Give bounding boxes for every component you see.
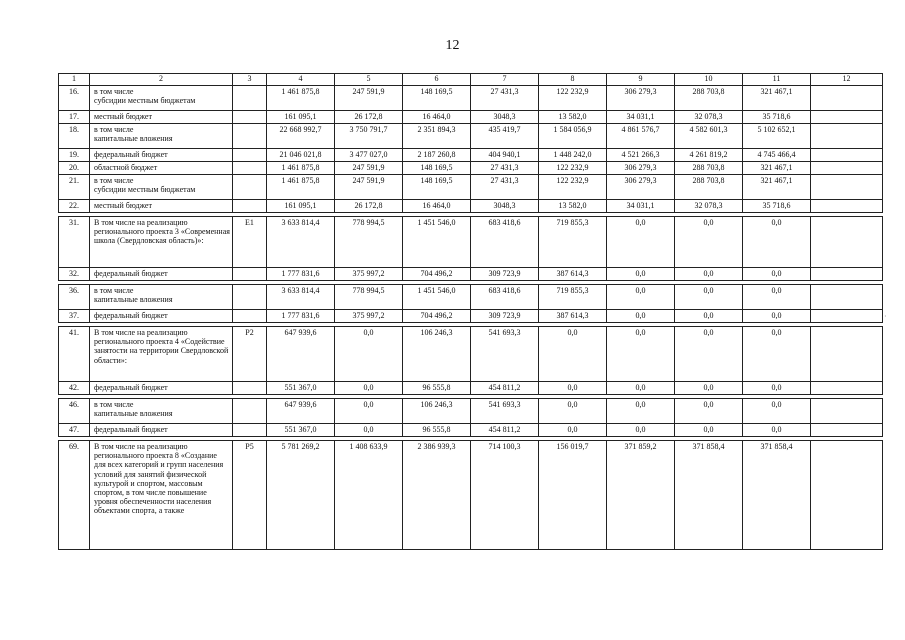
value-cell: 148 169,5 (403, 86, 471, 111)
value-cell: 3 477 027,0 (335, 149, 403, 162)
row-label-cell: местный бюджет (90, 200, 233, 213)
value-cell: 306 279,3 (607, 175, 675, 200)
value-cell: 778 994,5 (335, 285, 403, 310)
row-number-cell: 37. (59, 310, 90, 323)
table-row (59, 124, 883, 149)
value-cell: 404 940,1 (471, 149, 539, 162)
value-cell: 156 019,7 (539, 441, 607, 550)
value-cell: 1 584 056,9 (539, 124, 607, 149)
value-cell: 0,0 (743, 327, 811, 382)
row-code-cell (233, 111, 267, 124)
row-code-cell (233, 424, 267, 437)
value-cell: 0,0 (743, 399, 811, 424)
table-row (59, 268, 883, 281)
row-code-cell (233, 162, 267, 175)
value-cell: 551 367,0 (267, 424, 335, 437)
value-cell: 148 169,5 (403, 175, 471, 200)
value-cell: 2 351 894,3 (403, 124, 471, 149)
column-header: 4 (267, 74, 335, 86)
row-number-cell: 22. (59, 200, 90, 213)
value-cell: 778 994,5 (335, 217, 403, 268)
value-cell: 387 614,3 (539, 310, 607, 323)
row-label-cell: В том числе на реализацию регионального проекта 8 «Создание для всех категорий и групп населения условий для занятий физической культурой и спортом, массовым спортом, в том числе повышение уровня обеспеченности населения объектами спорта, а также (90, 441, 233, 550)
column-header: 2 (90, 74, 233, 86)
row-code-cell (233, 382, 267, 395)
value-cell: 35 718,6 (743, 200, 811, 213)
value-cell: 1 451 546,0 (403, 285, 471, 310)
row-label-cell: федеральный бюджет (90, 268, 233, 281)
value-cell: 309 723,9 (471, 310, 539, 323)
value-cell: 0,0 (539, 399, 607, 424)
row-code-cell (233, 268, 267, 281)
value-cell: 454 811,2 (471, 424, 539, 437)
row-code-cell (233, 86, 267, 111)
value-cell: 551 367,0 (267, 382, 335, 395)
value-cell: 0,0 (607, 424, 675, 437)
value-cell: 1 777 831,6 (267, 310, 335, 323)
value-cell: 371 858,4 (743, 441, 811, 550)
value-cell: 683 418,6 (471, 285, 539, 310)
table-row (59, 175, 883, 200)
value-cell: 704 496,2 (403, 268, 471, 281)
value-cell: 1 448 242,0 (539, 149, 607, 162)
value-cell: 27 431,3 (471, 86, 539, 111)
row-label-cell: В том числе на реализацию регионального проекта 4 «Содействие занятости на территории Свердловской области»: (90, 327, 233, 382)
value-cell: 0,0 (335, 382, 403, 395)
value-cell: 0,0 (675, 217, 743, 268)
value-cell: 0,0 (607, 268, 675, 281)
column-header: 3 (233, 74, 267, 86)
table-row (59, 149, 883, 162)
value-cell: 454 811,2 (471, 382, 539, 395)
value-cell: 375 997,2 (335, 268, 403, 281)
value-cell: 148 169,5 (403, 162, 471, 175)
value-cell: 27 431,3 (471, 162, 539, 175)
value-cell (811, 268, 883, 281)
value-cell: 0,0 (743, 268, 811, 281)
row-label-cell: в том числе капитальные вложения (90, 285, 233, 310)
value-cell: 3048,3 (471, 111, 539, 124)
value-cell: 247 591,9 (335, 162, 403, 175)
budget-table (58, 73, 883, 550)
value-cell: 4 745 466,4 (743, 149, 811, 162)
value-cell: 541 693,3 (471, 399, 539, 424)
value-cell: 1 451 546,0 (403, 217, 471, 268)
value-cell: 27 431,3 (471, 175, 539, 200)
value-cell: 714 100,3 (471, 441, 539, 550)
value-cell: 32 078,3 (675, 111, 743, 124)
column-header: 12 (811, 74, 883, 86)
value-cell: 647 939,6 (267, 327, 335, 382)
value-cell: 106 246,3 (403, 327, 471, 382)
value-cell: 704 496,2 (403, 310, 471, 323)
value-cell: 247 591,9 (335, 175, 403, 200)
value-cell: 0,0 (743, 382, 811, 395)
table-row (59, 86, 883, 111)
table-row (59, 382, 883, 395)
value-cell: 0,0 (607, 327, 675, 382)
row-number-cell: 46. (59, 399, 90, 424)
value-cell: 321 467,1 (743, 175, 811, 200)
value-cell: 306 279,3 (607, 86, 675, 111)
table-row (59, 111, 883, 124)
value-cell: 0,0 (743, 217, 811, 268)
row-label-cell: федеральный бюджет (90, 310, 233, 323)
row-code-cell: E1 (233, 217, 267, 268)
value-cell: 0,0 (607, 217, 675, 268)
value-cell: 0,0 (607, 399, 675, 424)
row-label-cell: в том числе субсидии местным бюджетам (90, 86, 233, 111)
value-cell: 0,0 (675, 399, 743, 424)
row-code-cell (233, 124, 267, 149)
value-cell: 1 408 633,9 (335, 441, 403, 550)
table-row (59, 441, 883, 550)
table-body (59, 74, 883, 550)
row-number-cell: 69. (59, 441, 90, 550)
value-cell: 16 464,0 (403, 111, 471, 124)
value-cell (811, 124, 883, 149)
value-cell: 3 633 814,4 (267, 285, 335, 310)
value-cell (811, 285, 883, 310)
row-label-cell: В том числе на реализацию регионального проекта 3 «Современная школа (Свердловская область)»: (90, 217, 233, 268)
value-cell: 1 777 831,6 (267, 268, 335, 281)
value-cell: 161 095,1 (267, 111, 335, 124)
value-cell (811, 399, 883, 424)
value-cell: 106 246,3 (403, 399, 471, 424)
column-header: 7 (471, 74, 539, 86)
value-cell: 435 419,7 (471, 124, 539, 149)
value-cell: 122 232,9 (539, 86, 607, 111)
row-label-cell: федеральный бюджет (90, 382, 233, 395)
table-row (59, 285, 883, 310)
margin-mark: · (884, 312, 887, 321)
value-cell: 35 718,6 (743, 111, 811, 124)
value-cell: 719 855,3 (539, 285, 607, 310)
value-cell: 288 703,8 (675, 162, 743, 175)
value-cell: 4 582 601,3 (675, 124, 743, 149)
row-code-cell (233, 285, 267, 310)
table-row (59, 399, 883, 424)
table-row (59, 217, 883, 268)
value-cell (811, 217, 883, 268)
value-cell: 4 521 266,3 (607, 149, 675, 162)
value-cell: 0,0 (335, 424, 403, 437)
value-cell (811, 310, 883, 323)
value-cell: 0,0 (607, 382, 675, 395)
column-header: 1 (59, 74, 90, 86)
row-code-cell (233, 399, 267, 424)
value-cell: 375 997,2 (335, 310, 403, 323)
value-cell: 34 031,1 (607, 200, 675, 213)
value-cell: 3 633 814,4 (267, 217, 335, 268)
value-cell: 122 232,9 (539, 162, 607, 175)
value-cell: 96 555,8 (403, 382, 471, 395)
row-code-cell (233, 310, 267, 323)
value-cell: 387 614,3 (539, 268, 607, 281)
value-cell: 247 591,9 (335, 86, 403, 111)
value-cell: 288 703,8 (675, 175, 743, 200)
value-cell: 306 279,3 (607, 162, 675, 175)
value-cell: 34 031,1 (607, 111, 675, 124)
value-cell: 1 461 875,8 (267, 86, 335, 111)
row-number-cell: 17. (59, 111, 90, 124)
value-cell (811, 149, 883, 162)
value-cell: 0,0 (607, 285, 675, 310)
row-number-cell: 19. (59, 149, 90, 162)
value-cell: 0,0 (539, 327, 607, 382)
row-label-cell: в том числе субсидии местным бюджетам (90, 175, 233, 200)
value-cell: 0,0 (675, 327, 743, 382)
row-number-cell: 42. (59, 382, 90, 395)
value-cell: 0,0 (675, 310, 743, 323)
table-row (59, 200, 883, 213)
column-header: 11 (743, 74, 811, 86)
row-label-cell: в том числе капитальные вложения (90, 399, 233, 424)
value-cell (811, 111, 883, 124)
row-number-cell: 36. (59, 285, 90, 310)
value-cell: 0,0 (675, 268, 743, 281)
value-cell: 32 078,3 (675, 200, 743, 213)
value-cell: 0,0 (607, 310, 675, 323)
column-header-row (59, 74, 883, 86)
value-cell: 26 172,8 (335, 111, 403, 124)
row-code-cell (233, 175, 267, 200)
row-label-cell: в том числе капитальные вложения (90, 124, 233, 149)
table-row (59, 310, 883, 323)
value-cell: 0,0 (539, 424, 607, 437)
value-cell: 4 261 819,2 (675, 149, 743, 162)
column-header: 8 (539, 74, 607, 86)
value-cell: 371 858,4 (675, 441, 743, 550)
value-cell (811, 86, 883, 111)
row-code-cell (233, 149, 267, 162)
value-cell: 321 467,1 (743, 162, 811, 175)
value-cell: 22 668 992,7 (267, 124, 335, 149)
value-cell: 0,0 (743, 285, 811, 310)
row-number-cell: 47. (59, 424, 90, 437)
value-cell: 5 781 269,2 (267, 441, 335, 550)
value-cell (811, 162, 883, 175)
value-cell: 5 102 652,1 (743, 124, 811, 149)
column-header: 6 (403, 74, 471, 86)
row-code-cell: P5 (233, 441, 267, 550)
column-header: 5 (335, 74, 403, 86)
row-number-cell: 21. (59, 175, 90, 200)
value-cell: 0,0 (675, 285, 743, 310)
value-cell: 161 095,1 (267, 200, 335, 213)
value-cell: 96 555,8 (403, 424, 471, 437)
value-cell: 4 861 576,7 (607, 124, 675, 149)
value-cell: 309 723,9 (471, 268, 539, 281)
value-cell: 1 461 875,8 (267, 162, 335, 175)
value-cell: 3 750 791,7 (335, 124, 403, 149)
value-cell: 541 693,3 (471, 327, 539, 382)
page-number: 12 (445, 38, 460, 53)
value-cell (811, 175, 883, 200)
value-cell: 0,0 (743, 424, 811, 437)
value-cell (811, 424, 883, 437)
value-cell: 13 582,0 (539, 200, 607, 213)
table-row (59, 424, 883, 437)
value-cell: 719 855,3 (539, 217, 607, 268)
value-cell: 1 461 875,8 (267, 175, 335, 200)
value-cell: 647 939,6 (267, 399, 335, 424)
value-cell: 122 232,9 (539, 175, 607, 200)
value-cell: 16 464,0 (403, 200, 471, 213)
column-header: 10 (675, 74, 743, 86)
value-cell: 321 467,1 (743, 86, 811, 111)
row-number-cell: 32. (59, 268, 90, 281)
value-cell: 0,0 (675, 424, 743, 437)
row-code-cell (233, 200, 267, 213)
value-cell: 13 582,0 (539, 111, 607, 124)
value-cell (811, 327, 883, 382)
value-cell (811, 382, 883, 395)
row-number-cell: 41. (59, 327, 90, 382)
value-cell: 0,0 (335, 399, 403, 424)
value-cell: 21 046 021,8 (267, 149, 335, 162)
row-label-cell: областной бюджет (90, 162, 233, 175)
table-row (59, 327, 883, 382)
value-cell: 371 859,2 (607, 441, 675, 550)
row-label-cell: федеральный бюджет (90, 424, 233, 437)
value-cell: 0,0 (675, 382, 743, 395)
row-label-cell: федеральный бюджет (90, 149, 233, 162)
value-cell: 288 703,8 (675, 86, 743, 111)
value-cell: 2 386 939,3 (403, 441, 471, 550)
value-cell: 0,0 (743, 310, 811, 323)
value-cell: 0,0 (539, 382, 607, 395)
value-cell: 0,0 (335, 327, 403, 382)
value-cell: 2 187 260,8 (403, 149, 471, 162)
value-cell: 683 418,6 (471, 217, 539, 268)
row-label-cell: местный бюджет (90, 111, 233, 124)
value-cell (811, 200, 883, 213)
row-number-cell: 31. (59, 217, 90, 268)
value-cell (811, 441, 883, 550)
column-header: 9 (607, 74, 675, 86)
row-number-cell: 16. (59, 86, 90, 111)
row-number-cell: 20. (59, 162, 90, 175)
row-number-cell: 18. (59, 124, 90, 149)
value-cell: 3048,3 (471, 200, 539, 213)
value-cell: 26 172,8 (335, 200, 403, 213)
row-code-cell: P2 (233, 327, 267, 382)
table-row (59, 162, 883, 175)
